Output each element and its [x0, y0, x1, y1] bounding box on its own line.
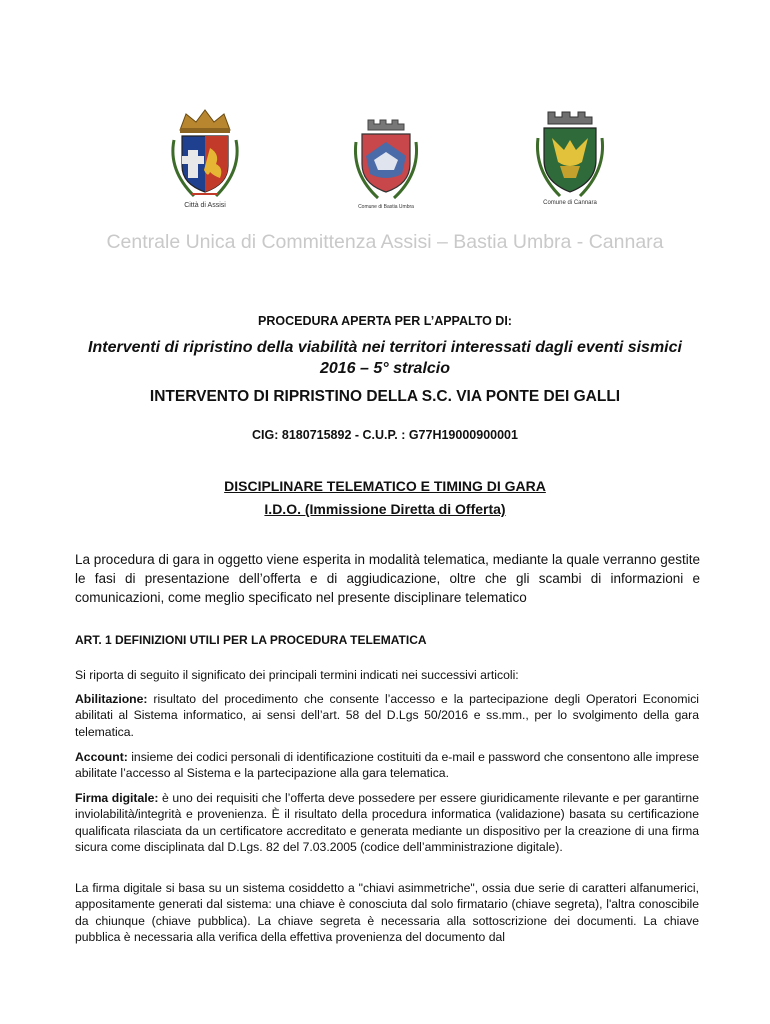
tender-object-line2: 2016 – 5° stralcio [319, 360, 451, 377]
intervention-title: INTERVENTO DI RIPRISTINO DELLA S.C. VIA PONTE DEI GALLI [149, 388, 621, 405]
cig-cup-codes: CIG: 8180715892 - C.U.P. : G77H19000900001 [252, 428, 518, 442]
procedure-heading: PROCEDURA APERTA PER L’APPALTO DI: [258, 314, 512, 328]
cannara-crest [530, 104, 610, 202]
text-abilitazione: risultato del procedimento che consente l’accesso e la partecipazione degli Operatori Economici abilitati al Sistema informatico, ai sensi dell’art. 58 del D.Lgs 50/2016 e ss.mm., per lo svolgimento della gara telematica. [75, 692, 699, 739]
tender-object [40, 337, 730, 379]
assisi-coat-of-arms-icon [160, 104, 250, 204]
bastia-caption: Comune di Bastia Umbra [358, 204, 414, 210]
cannara-caption: Comune di Cannara [543, 200, 597, 206]
intro-paragraph: La procedura di gara in oggetto viene esperita in modalità telematica, mediante la quale verranno gestite le fasi di presentazione dell’offerta e di aggiudicazione, oltre che gli scambi di informazioni e comunicazioni, come meglio specificato nel presente disciplinare telematico [75, 552, 700, 605]
disciplinare-title: DISCIPLINARE TELEMATICO E TIMING DI GARA [224, 478, 546, 494]
firma-digitale-paragraph-2: La firma digitale si basa su un sistema cosiddetto a "chiavi asimmetriche", ossia due serie di caratteri alfanumerici, appositamente generati dal sistema: una chiave è conosciuta dal solo firmatario (chiave segreta), l'altra conoscibile da chiunque (chiave pubblica). La chiave segreta è necessaria alla sottoscrizione dei documenti. La chiave pubblica è necessaria alla verifica della effettiva provenienza del documento dal [75, 881, 699, 944]
definition-firma-digitale [75, 790, 699, 855]
ido-subtitle: I.D.O. (Immissione Diretta di Offerta) [264, 501, 506, 517]
tender-object-line1: Interventi di ripristino della viabilità nei territori interessati dagli eventi sismici [88, 339, 682, 356]
definition-account [75, 749, 699, 782]
text-firma-digitale: è uno dei requisiti che l’offerta deve possedere per essere giuridicamente rilevante e per garantirne inviolabilità/integrità e provenienza. È il risultato della procedura informatica (validazione) basata su certificazione qualificata rilasciata da un certificatore accreditato e generata mediante un dispositivo per la creazione di una firma sicura come disciplinata dal D.Lgs. 82 del 7.03.2005 (codice dell’amministrazione digitale). [75, 791, 699, 854]
term-abilitazione: Abilitazione: [75, 692, 148, 706]
definition-abilitazione [75, 691, 699, 740]
cuc-title: Centrale Unica di Committenza Assisi – Bastia Umbra - Cannara [106, 231, 664, 253]
assisi-caption: Città di Assisi [184, 202, 226, 209]
term-firma-digitale: Firma digitale: [75, 791, 159, 805]
cannara-coat-of-arms-icon [530, 104, 610, 202]
assisi-crest [160, 104, 250, 204]
bastia-crest [346, 112, 426, 204]
text-account: insieme dei codici personali di identificazione costituiti da e-mail e password che consentono alle imprese abilitate l’accesso al Sistema e la partecipazione alla gara telematica. [75, 750, 699, 781]
header-logos [0, 0, 770, 225]
article-1-heading: ART. 1 DEFINIZIONI UTILI PER LA PROCEDURA TELEMATICA [75, 633, 427, 647]
article-1-lead: Si riporta di seguito il significato dei principali termini indicati nei successivi articoli: [75, 668, 519, 682]
bastia-coat-of-arms-icon [346, 112, 426, 204]
term-account: Account: [75, 750, 128, 764]
